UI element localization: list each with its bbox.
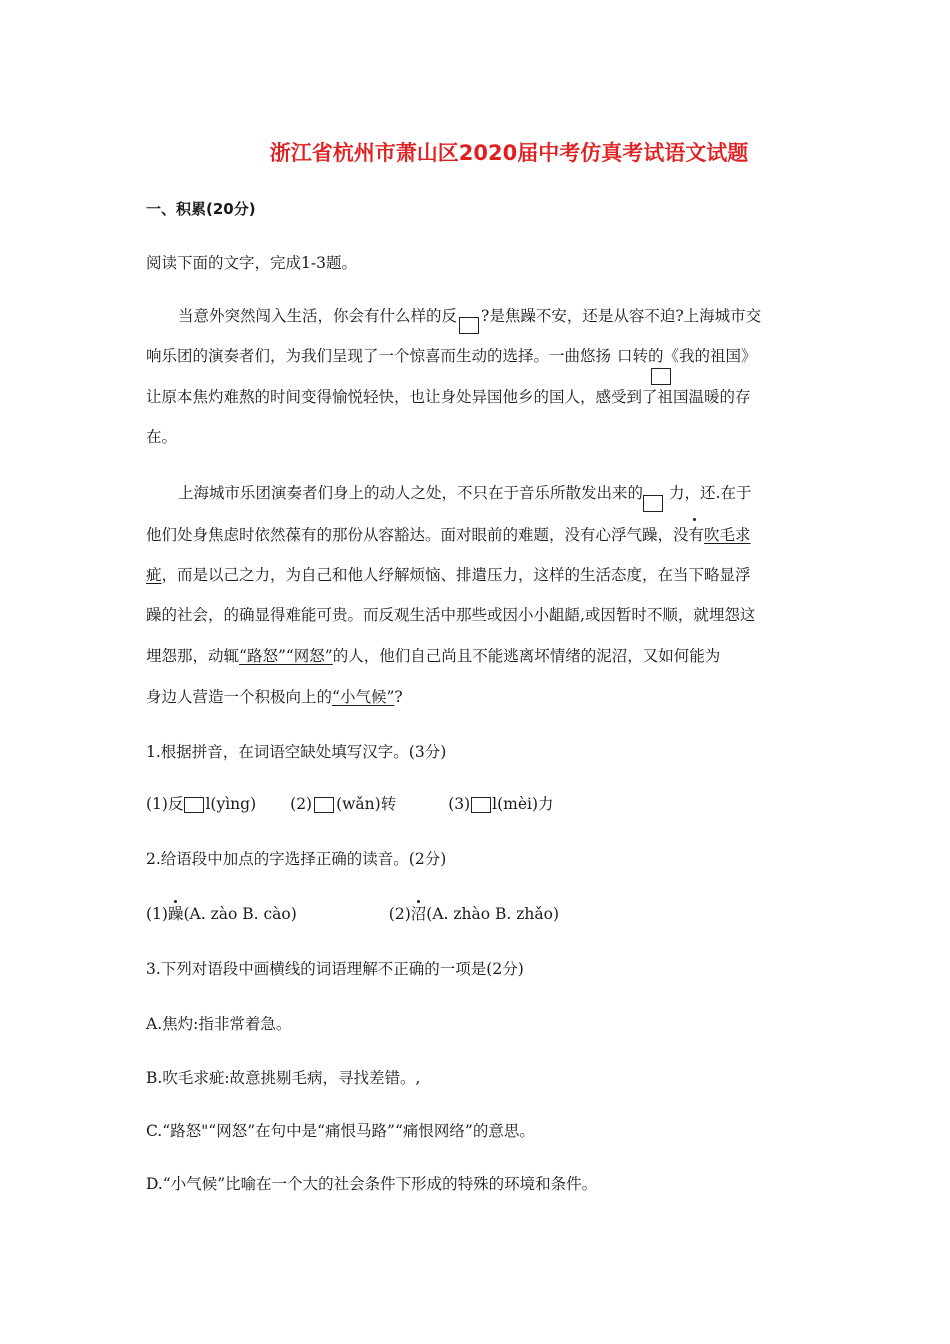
- passage2-line4: 躁的社会，的确显得难能可贵。而反观生活中那些或因小小龃龉,或因暂时不顺，就埋怨这: [146, 606, 756, 624]
- q3-option-d: D.“小气候”比喻在一个大的社会条件下形成的特殊的环境和条件。: [146, 1175, 598, 1193]
- q2-item2-options: (A. zhào B. zhǎo): [426, 905, 560, 923]
- q1-item1-prefix: (1)反: [146, 795, 184, 813]
- q1-item3-answer-box[interactable]: [471, 797, 491, 813]
- passage2-line5-part-a: 埋怨那，动辄: [146, 647, 240, 665]
- section-heading: 一、积累(20分): [146, 200, 256, 218]
- passage2-line1: [178, 482, 751, 504]
- passage2-line2: [146, 524, 751, 546]
- emphasis-dot-mark: [693, 518, 696, 521]
- underlined-chuimaoqiuci-start: 吹毛求: [704, 526, 751, 544]
- q1-item1-pinyin: l(yìng): [205, 795, 257, 813]
- question2-stem: 2.给语段中加点的字选择正确的读音。(2分): [146, 850, 447, 868]
- question1-stem: 1.根据拼音，在词语空缺处填写汉字。(3分): [146, 743, 447, 761]
- underlined-chuimaoqiuci-end: 疵: [146, 566, 162, 584]
- q3-option-a: A.焦灼:指非常着急。: [146, 1015, 292, 1033]
- q1-item2-answer-box[interactable]: [314, 797, 334, 813]
- passage2-line1-part-b: 力，还.在于: [669, 484, 752, 502]
- passage2-line2-part-a: 他们处身焦虑时依然葆有的那份从容豁达。面对眼前的难题，没有心浮气躁，没有: [146, 526, 705, 544]
- passage2-line5: [146, 645, 720, 667]
- q3-option-c: C.“路怒"“网怒”在句中是“痛恨马路”“痛恨网络”的意思。: [146, 1122, 535, 1140]
- passage1-line1-part-b: ?是焦躁不安，还是从容不迫?上海城市交: [481, 307, 762, 325]
- passage2-line3-rest: ，而是以己之力，为自己和他人纾解烦恼、排遣压力，这样的生活态度，在当下略显浮: [161, 566, 751, 584]
- passage1-line2-part-b: 口转的《我的祖国》: [617, 347, 757, 365]
- q3-option-b: B.吹毛求疵:故意挑剔毛病，寻找差错。,: [146, 1069, 421, 1087]
- passage2-line6-part-b: ?: [394, 688, 403, 706]
- q1-item1-answer-box[interactable]: [184, 797, 204, 813]
- blank-wanzhuan-box: [651, 368, 671, 385]
- passage2-line6-part-a: 身边人营造一个积极向上的: [146, 688, 333, 706]
- question1-answers: [146, 793, 554, 815]
- passage2-line3: [146, 564, 751, 586]
- passage1-line1: [178, 305, 761, 327]
- q1-item2-prefix: (2): [290, 795, 313, 813]
- blank-fanying-box: [459, 317, 479, 334]
- reading-instructions: 阅读下面的文字，完成1-3题。: [146, 254, 357, 272]
- question2-answers: [146, 903, 559, 925]
- passage1-line1-part-a: 当意外突然闯入生活，你会有什么样的反: [178, 307, 458, 325]
- passage1-line2: [146, 345, 757, 367]
- passage2-line6: [146, 686, 403, 708]
- q1-item3-pinyin: l(mèi)力: [492, 795, 554, 813]
- q2-item1-options: (A. zào B. cào): [183, 905, 297, 923]
- underlined-xiaoqihou: “小气候”: [332, 688, 395, 706]
- passage2-line1-part-a: 上海城市乐团演奏者们身上的动人之处，不只在于音乐所散发出来的: [178, 484, 644, 502]
- q1-item3-prefix: (3): [448, 795, 471, 813]
- passage1-line4: 在。: [146, 428, 178, 446]
- passage1-line3: 让原本焦灼难熬的时间变得愉悦轻快，也让身处异国他乡的国人，感受到了祖国温暖的存: [146, 388, 751, 406]
- q2-dotted-char-zao: 躁: [167, 905, 184, 923]
- q1-item2-pinyin: (wǎn)转: [336, 795, 397, 813]
- question3-stem: 3.下列对语段中画横线的词语理解不正确的一项是(2分): [146, 960, 524, 978]
- q2-item2-prefix: (2): [388, 905, 411, 923]
- q2-dotted-char-zhao: 沼: [410, 905, 427, 923]
- passage1-line2-part-a: 响乐团的演奏者们，为我们呈现了一个惊喜而生动的选择。一曲悠扬: [146, 347, 612, 365]
- q2-item1-prefix: (1): [146, 905, 168, 923]
- underlined-luonu-wangnu: “路怒”“网怒”: [239, 647, 333, 665]
- passage2-line5-part-b: 的人，他们自己尚且不能逃离坏情绪的泥沼，又如何能为: [332, 647, 721, 665]
- blank-meili-box: [643, 495, 663, 512]
- page-title: 浙江省杭州市萧山区2020届中考仿真考试语文试题: [269, 141, 749, 165]
